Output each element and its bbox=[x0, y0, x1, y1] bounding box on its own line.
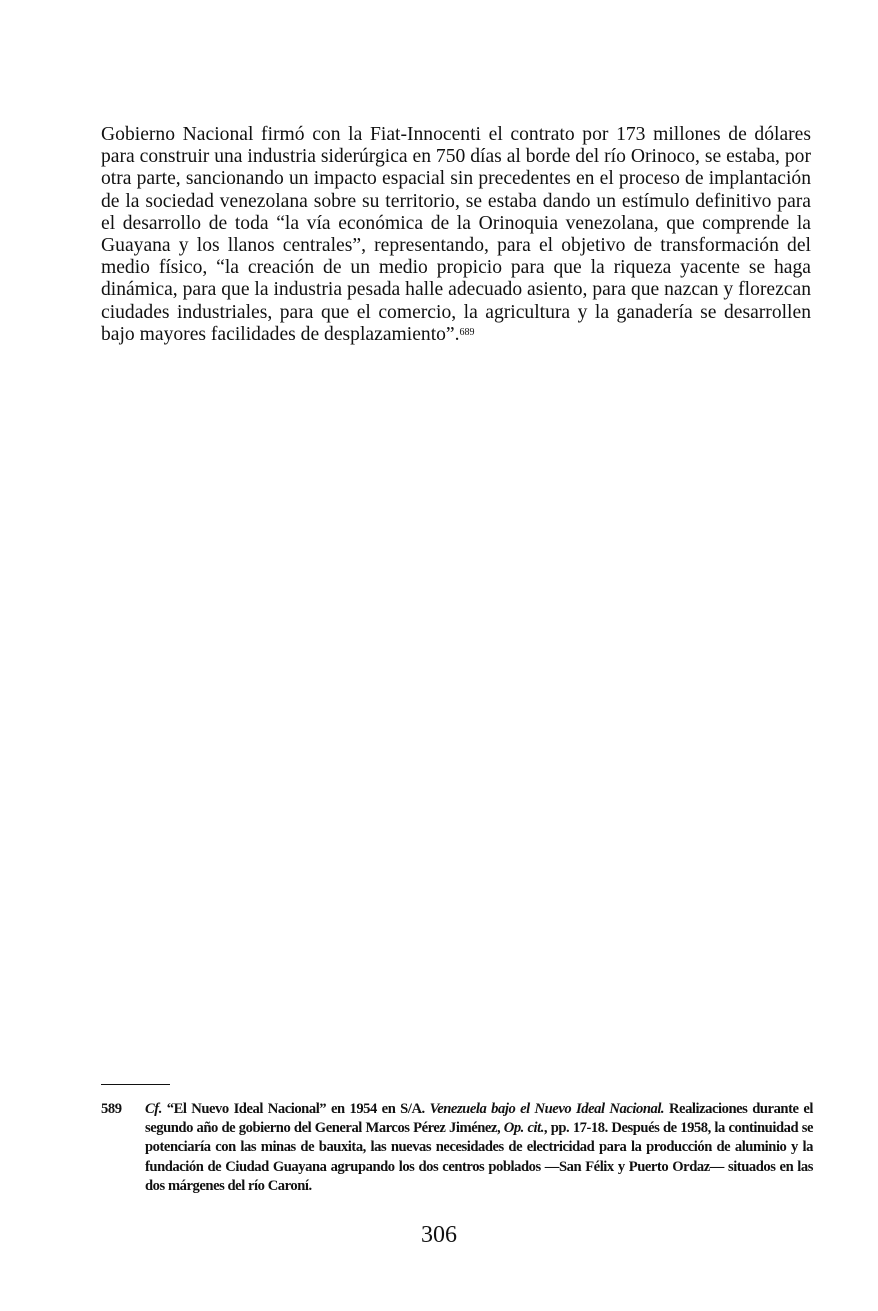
footnote-cf: Cf. bbox=[145, 1101, 162, 1117]
footnote-separator bbox=[101, 1084, 170, 1085]
footnote-reference: 689 bbox=[459, 326, 475, 338]
footnote-number: 589 bbox=[101, 1101, 122, 1117]
footnote-opcit: Op. cit. bbox=[503, 1120, 544, 1137]
footnote-title: Venezuela bajo el Nuevo Ideal Nacional. bbox=[429, 1101, 665, 1117]
body-paragraph-text: Gobierno Nacional firmó con la Fiat-Innocenti el contrato por 173 millones de dólares para construir una industria siderúrgica en 750 días al borde del río Orinoco, se estaba, por otra parte, sancionando un impacto espacial sin precedentes en el proceso de implantación de la sociedad venezolana sobre su territorio, se estaba dando un estímulo definitivo para el desarrollo de toda “la vía económica de la Orinoquia venezolana, que comprende la Guayana y los llanos centrales”, representando, para el objetivo de transformación del medio físico, “la creación de un medio propicio para que la riqueza yacente se haga dinámica, para que la industria pesada halle adecuado asiento, para que nazcan y florezcan ciudades industriales, para que el comercio, la agricultura y la ganadería se desarrollen bajo mayores facilidades de desplazamiento”. bbox=[101, 124, 811, 345]
page-number: 306 bbox=[421, 1222, 457, 1248]
footnote bbox=[101, 1100, 813, 1196]
footnote-text-part3: , pp. 17-18. Después de 1958, la continuidad se potenciaría con las minas de bauxita, las nuevas necesidades de electricidad para la producción de aluminio y la fundación de Ciudad Guayana agrupando los dos centros poblados —San Félix y Puerto Ordaz— situados en las dos márgenes del río Caroní. bbox=[145, 1120, 813, 1194]
footnote-text-part1: “El Nuevo Ideal Nacional” en 1954 en S/A. bbox=[161, 1101, 430, 1117]
footnote-text-part2: Realizaciones durante el segundo año de gobierno del General Marcos Pérez Jiménez, bbox=[145, 1101, 813, 1137]
body-paragraph bbox=[101, 124, 811, 346]
footnote-text bbox=[145, 1100, 813, 1196]
